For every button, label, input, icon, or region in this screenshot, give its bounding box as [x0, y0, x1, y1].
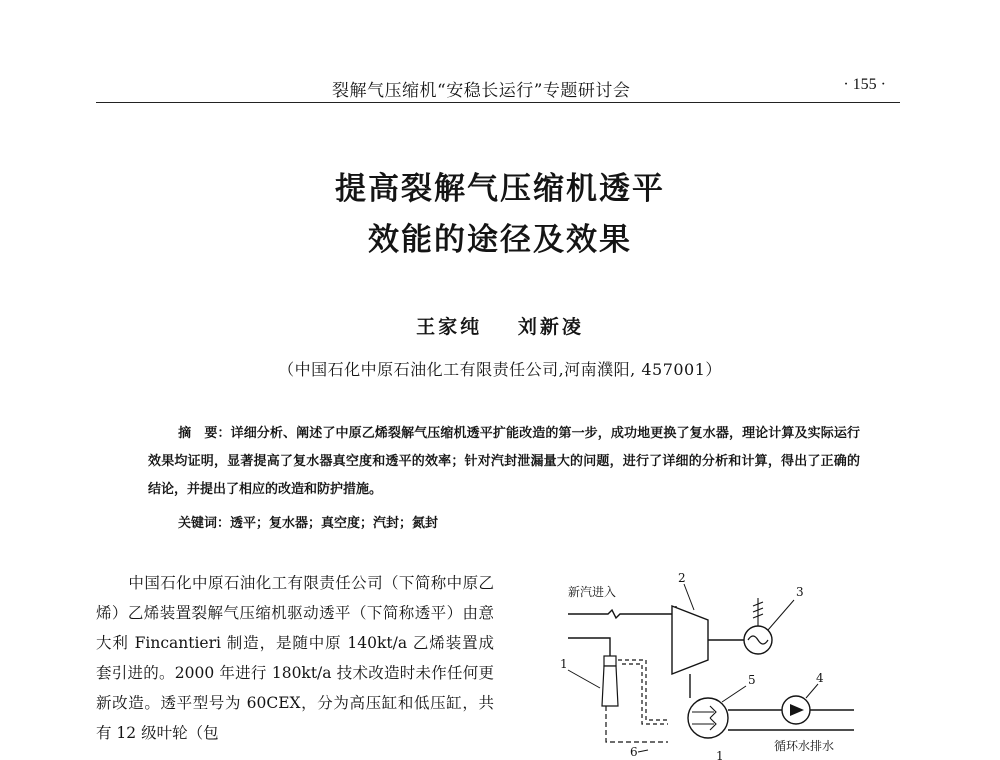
- header-rule: [96, 102, 900, 103]
- leader-5: [722, 686, 746, 702]
- body-text: 中国石化中原石油化工有限责任公司（下简称中原乙烯）乙烯装置裂解气压缩机驱动透平（下简称透平）由意大利 Fincantieri 制造，是随中原 140kt/a 乙烯装置成套引进的。2000 年进行 180kt/a 技术改造时未作任何更新改造。透平型号为 60CEX，分为高压缸和低压缸，共有 12 级叶轮（包: [96, 574, 494, 742]
- callout-4: 4: [816, 671, 824, 685]
- label-water-out: 循环水排水: [774, 739, 835, 753]
- leader-3: [768, 600, 794, 630]
- callout-bottom-1: 1: [716, 749, 724, 760]
- ejector-head: [604, 656, 616, 666]
- leader-4: [806, 684, 818, 698]
- turbine-casing: [672, 606, 708, 674]
- page-number: · 155 ·: [843, 76, 886, 93]
- ejector-body: [602, 666, 618, 706]
- keywords: 关键词：透平；复水器；真空度；汽封；氮封: [178, 516, 439, 531]
- callout-3: 3: [796, 585, 804, 599]
- author-list: [0, 312, 1000, 339]
- paper-title: [0, 164, 1000, 266]
- callout-2: 2: [678, 571, 686, 585]
- callout-5: 5: [748, 673, 756, 687]
- ground-symbol: [753, 598, 763, 626]
- vacuum-line-dashed-2: [622, 664, 668, 724]
- callout-6: 6: [630, 745, 638, 759]
- condenser-symbol: [688, 698, 728, 738]
- paper-title-line-2: 效能的途径及效果: [368, 222, 632, 258]
- steam-inlet-line: [568, 610, 676, 618]
- running-title: 裂解气压缩机“安稳长运行”专题研讨会: [332, 81, 631, 101]
- turbine-schematic-figure: [548, 570, 868, 760]
- body-paragraph: [96, 568, 494, 748]
- leader-1: [568, 670, 600, 688]
- abstract-text: 摘 要：详细分析、阐述了中原乙烯裂解气压缩机透平扩能改造的第一步，成功地更换了复水器，理论计算及实际运行效果均证明，显著提高了复水器真空度和透平的效率；针对汽封泄漏量大的问题，进行了详细的分析和计算，得出了正确的结论，并提出了相应的改造和防护措施。: [148, 426, 860, 497]
- paper-title-line-1: 提高裂解气压缩机透平: [335, 171, 665, 207]
- affiliation: （中国石化中原石油化工有限责任公司,河南濮阳, 457001）: [278, 360, 722, 379]
- leader-6: [638, 750, 648, 752]
- author-name: 王家纯: [416, 316, 483, 338]
- running-header: [96, 76, 896, 101]
- callout-1: 1: [560, 657, 568, 671]
- abstract: [148, 420, 860, 504]
- turbine-schematic-svg: [548, 570, 868, 760]
- ejector-feed-line: [568, 638, 610, 658]
- author-name: 刘新凌: [517, 316, 584, 338]
- label-steam-in: 新汽进入: [568, 585, 617, 599]
- vacuum-line-dashed: [618, 660, 668, 720]
- drain-line: [606, 706, 668, 742]
- leader-2: [684, 584, 694, 610]
